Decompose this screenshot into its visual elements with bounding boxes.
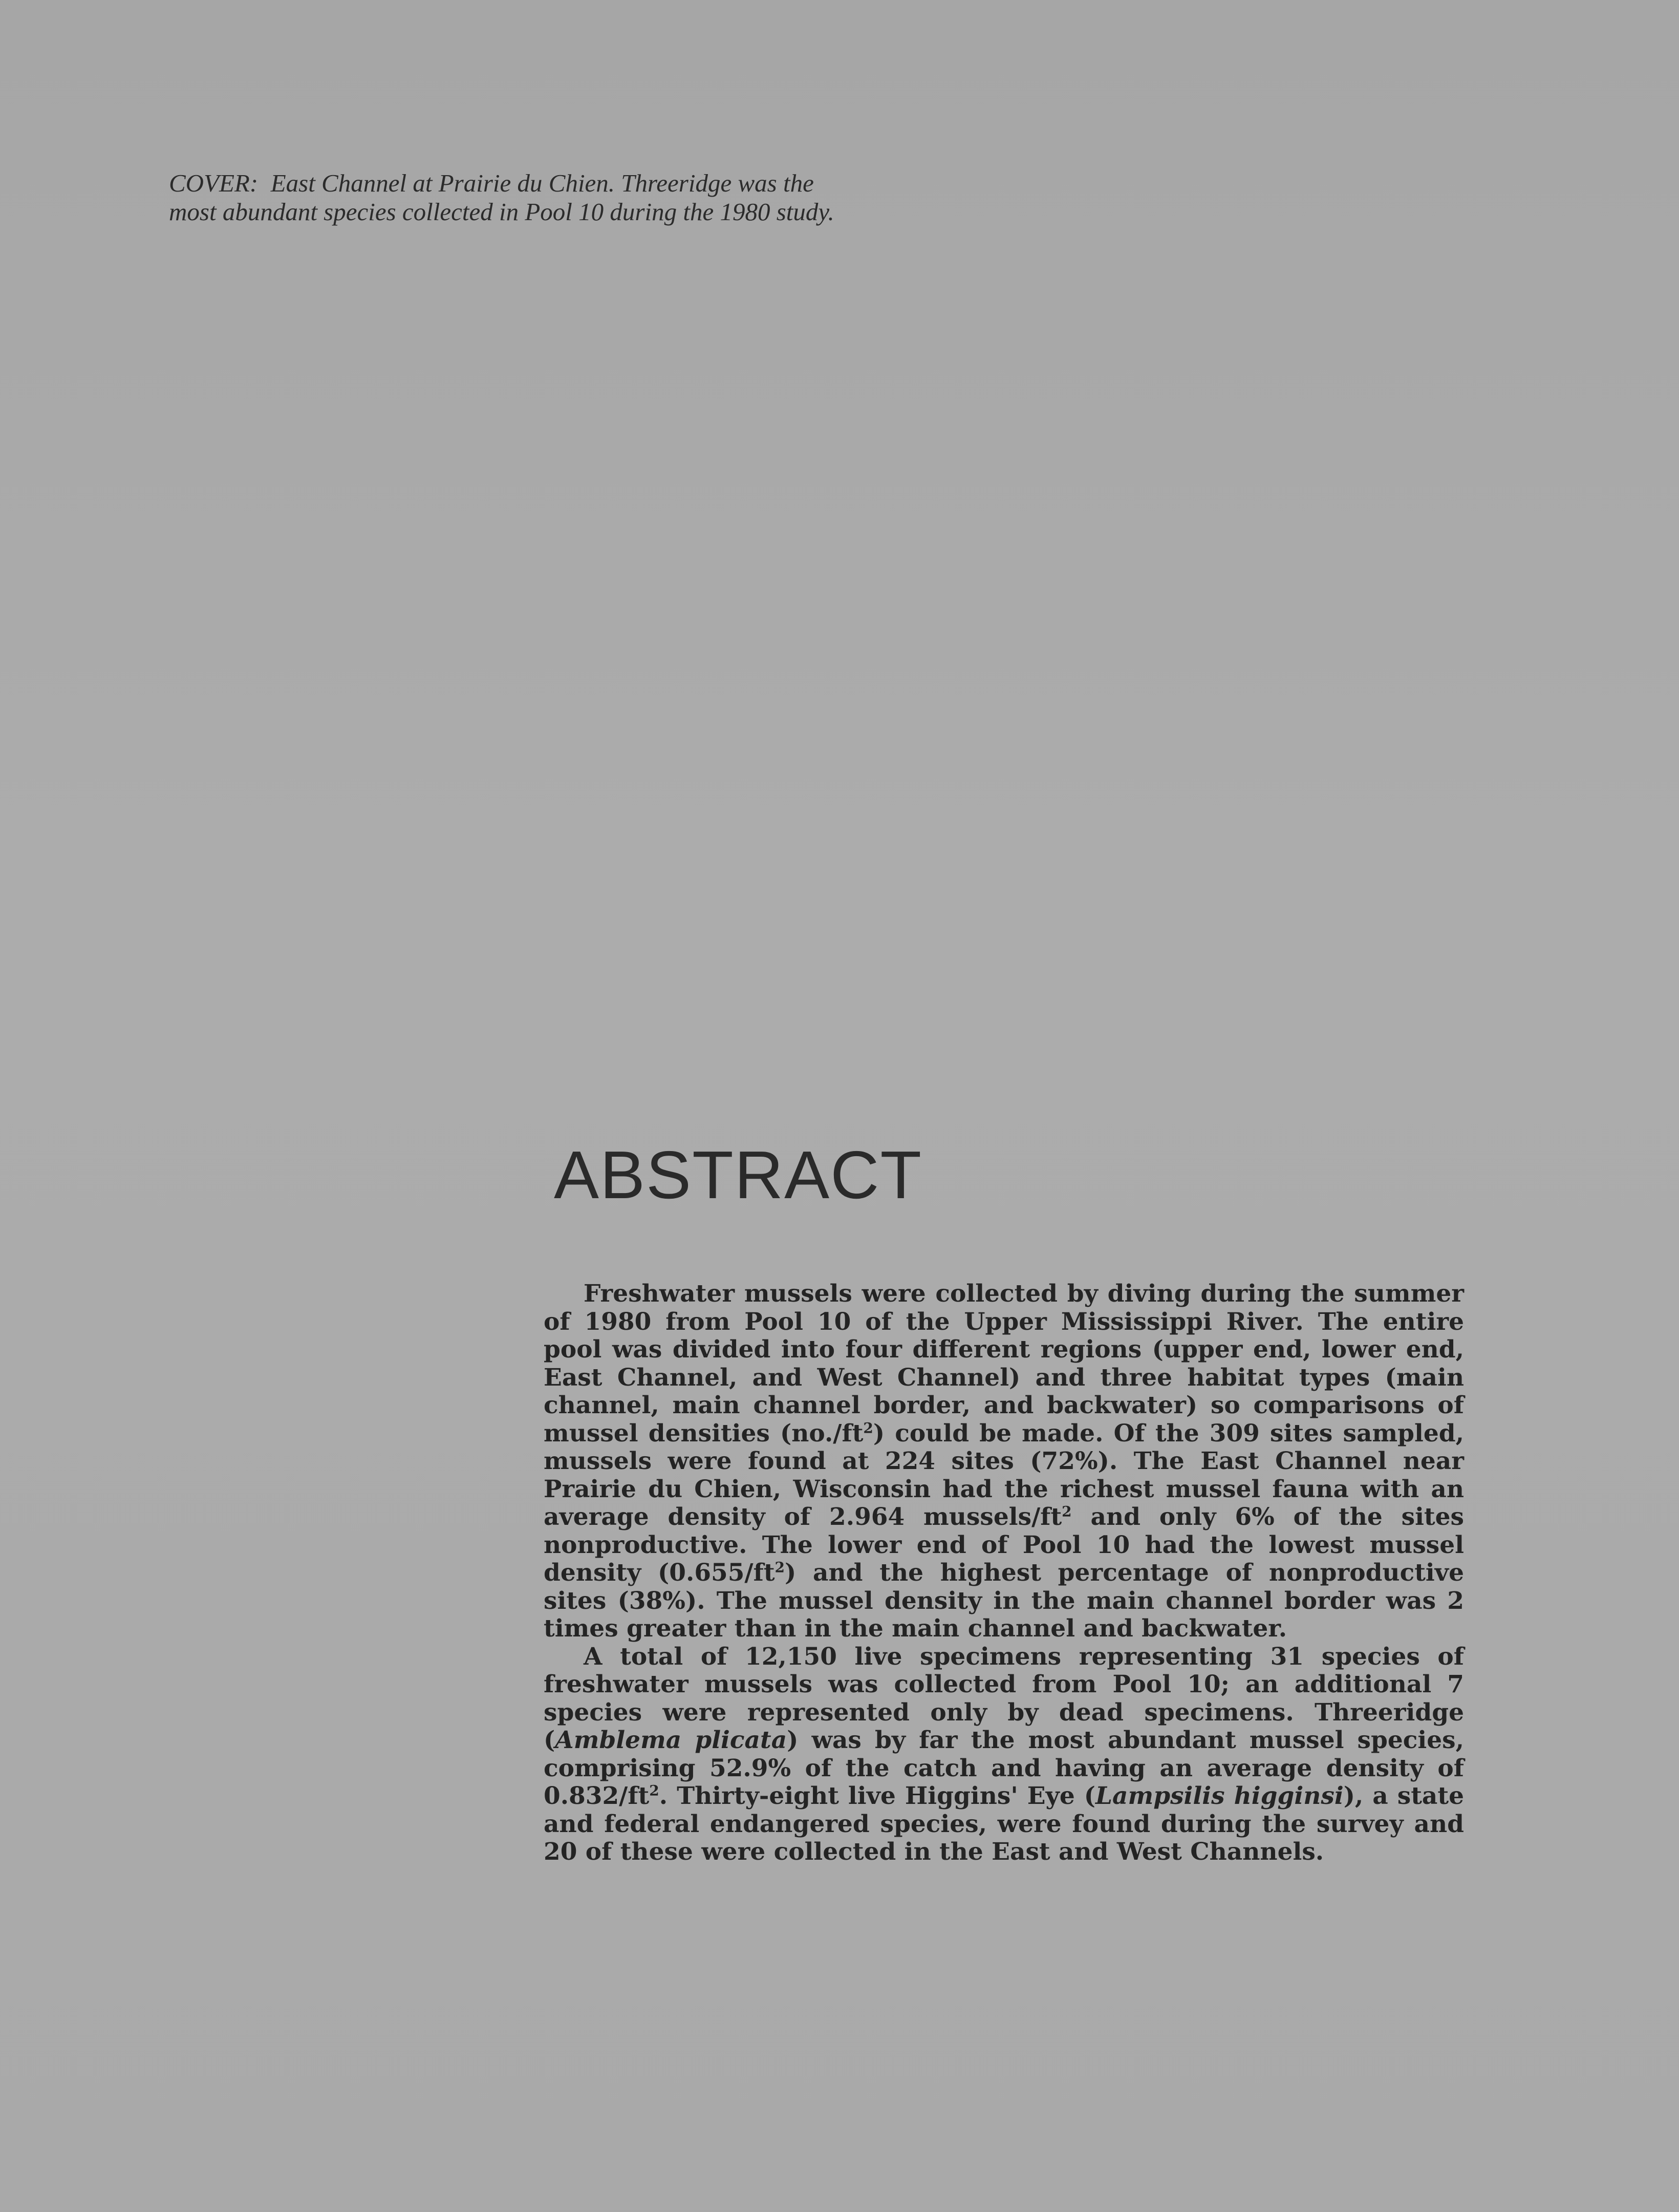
superscript: 2 [863,1419,873,1436]
abstract-p2-text-d: ), a state and federal endangered species, were found during the survey and 20 of these were collected in the East and West Channels. [544,1782,1464,1866]
abstract-p2-text-a: A total of 12,150 live specimens representing 31 species of freshwater mussels was collected from Pool 10; an additional 7 species were represented only by dead specimens. Threeridge ( [544,1642,1464,1754]
abstract-paragraph-1 [544,1280,1464,1643]
superscript: 2 [774,1559,785,1576]
species-name: Lampsilis higginsi [1095,1782,1344,1810]
abstract-p1-text-a: Freshwater mussels were collected by diving during the summer of 1980 from Pool 10 of the Upper Mississippi River. The entire pool was divided into four different regions (upper end, lower end, East Channel, and West Channel) and three habitat types (main channel, main channel border, and backwater) so comparisons of mussel densities (no./ft [544,1280,1464,1448]
abstract-heading: ABSTRACT [554,1137,923,1213]
superscript: 2 [1062,1503,1072,1520]
abstract-p2-text-b: ) was by far the most abundant mussel species, comprising 52.9% of the catch and having an average density of 0.832/ft [544,1726,1464,1810]
superscript: 2 [649,1782,659,1799]
species-name: Amblema plicata [555,1726,787,1754]
cover-caption-label: COVER: [169,169,259,197]
abstract-paragraph-2 [544,1643,1464,1866]
cover-caption-text: East Channel at Prairie du Chien. Threeridge was the most abundant species collected in Pool 10 during the 1980 study. [169,169,834,226]
abstract-body [544,1280,1464,1866]
abstract-p1-text-b: ) could be made. Of the 309 sites sampled, mussels were found at 224 sites (72%). The East Channel near Prairie du Chien, Wisconsin had the richest mussel fauna with an average density of 2.964 mussels/ft [544,1419,1464,1531]
abstract-p2-text-c: . Thirty-eight live Higgins' Eye ( [659,1782,1095,1810]
abstract-p1-text-d: ) and the highest percentage of nonproductive sites (38%). The mussel density in the main channel border was 2 times greater than in the main channel and backwater. [544,1559,1464,1643]
cover-caption [169,169,860,226]
abstract-p1-text-c: and only 6% of the sites nonproductive. The lower end of Pool 10 had the lowest mussel density (0.655/ft [544,1503,1464,1587]
